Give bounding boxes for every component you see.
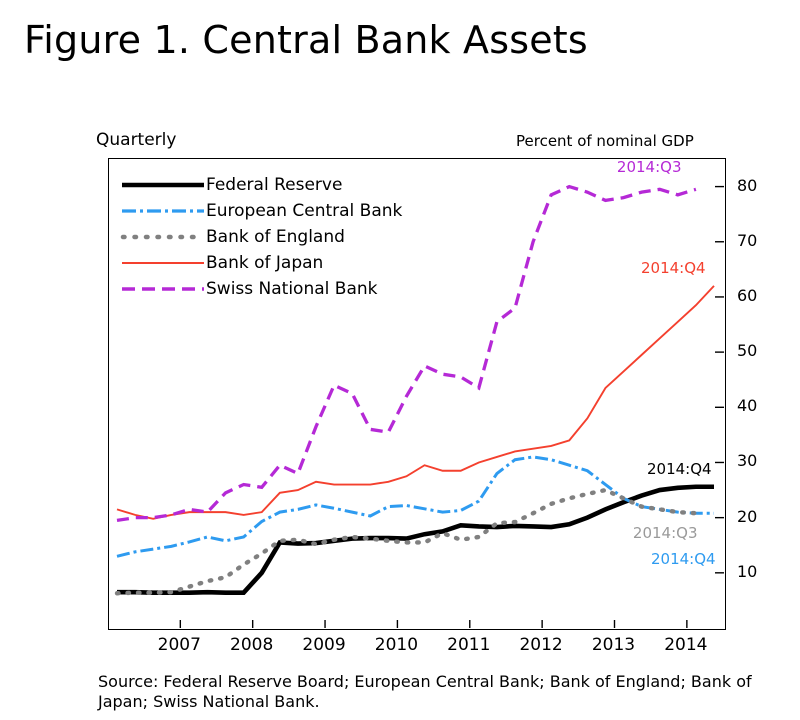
legend-swatch-bank-of-japan <box>120 253 206 273</box>
legend-item-bank-of-japan <box>120 250 450 276</box>
legend-label-federal-reserve: Federal Reserve <box>206 175 343 195</box>
y-axis-tick-label: 30 <box>737 451 758 471</box>
series-end-annotation-federal-reserve: 2014:Q4 <box>647 459 712 478</box>
x-axis-tick-label: 2012 <box>519 635 563 655</box>
y-axis-tick-label: 40 <box>737 396 758 416</box>
legend-item-federal-reserve <box>120 172 450 198</box>
legend-item-bank-of-england <box>120 224 450 250</box>
x-axis-tick-label: 2007 <box>157 635 201 655</box>
legend-item-european-central-bank <box>120 198 450 224</box>
x-axis-tick-label: 2009 <box>302 635 346 655</box>
chart-legend <box>120 172 450 302</box>
source-note: Source: Federal Reserve Board; European Central Bank; Bank of England; Bank of Japan; Swiss National Bank. <box>98 672 752 711</box>
legend-label-european-central-bank: European Central Bank <box>206 201 403 221</box>
series-end-annotation-bank-of-england: 2014:Q3 <box>632 524 698 543</box>
y-axis-tick-label: 70 <box>737 230 758 250</box>
x-axis-tick-label: 2008 <box>230 635 274 655</box>
x-axis-tick-label: 2010 <box>374 635 419 655</box>
legend-swatch-swiss-national-bank <box>120 279 206 299</box>
frequency-label: Quarterly <box>96 130 177 150</box>
series-end-annotation-bank-of-japan: 2014:Q4 <box>641 258 706 277</box>
x-axis-tick-label: 2014 <box>664 635 708 655</box>
legend-label-bank-of-japan: Bank of Japan <box>206 253 324 273</box>
legend-label-bank-of-england: Bank of England <box>206 227 345 247</box>
y-axis-tick-label: 20 <box>737 506 758 526</box>
series-line-federal-reserve <box>117 487 714 593</box>
legend-swatch-european-central-bank <box>120 201 206 221</box>
y-axis-tick-label: 80 <box>737 175 758 195</box>
legend-swatch-federal-reserve <box>120 175 206 195</box>
units-label: Percent of nominal GDP <box>516 132 694 150</box>
y-axis-tick-label: 10 <box>737 561 758 581</box>
y-axis-tick-label: 60 <box>737 285 758 305</box>
y-axis-tick-label: 50 <box>737 341 758 361</box>
legend-item-swiss-national-bank <box>120 276 450 302</box>
x-axis-tick-label: 2011 <box>447 635 491 655</box>
page-title: Figure 1. Central Bank Assets <box>24 18 588 62</box>
series-line-bank-of-japan <box>117 286 714 519</box>
x-axis-tick-label: 2013 <box>591 635 636 655</box>
legend-swatch-bank-of-england <box>120 227 206 247</box>
legend-label-swiss-national-bank: Swiss National Bank <box>206 279 378 299</box>
series-end-annotation-swiss-national-bank: 2014:Q3 <box>616 158 682 177</box>
series-end-annotation-european-central-bank: 2014:Q4 <box>651 550 716 569</box>
